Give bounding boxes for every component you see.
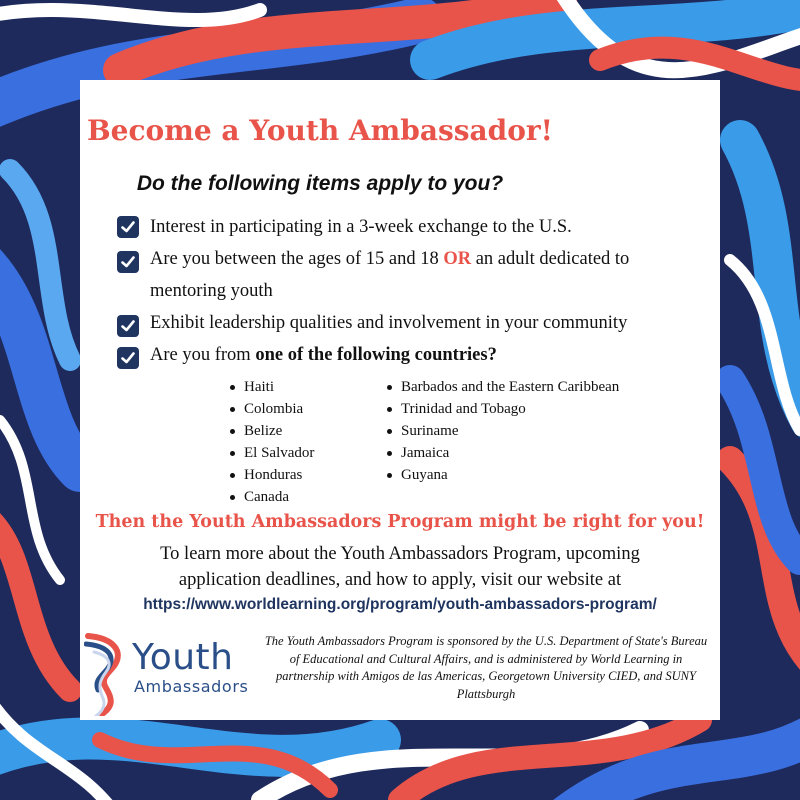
subtitle: Do the following items apply to you? (136, 172, 504, 195)
or-highlight: OR (443, 249, 472, 269)
countries-emphasis: one of the following countries? (255, 345, 497, 365)
checklist-item-countries (150, 339, 710, 371)
checklist-item-age (150, 243, 710, 307)
country-list-right (387, 376, 619, 486)
list-item: El Salvador (230, 442, 314, 464)
learn-more-text: To learn more about the Youth Ambassadors Program, upcoming application deadlines, and how to apply, visit our website at (160, 544, 640, 590)
list-item: Guyana (387, 464, 619, 486)
logo-wordmark-ambassadors: Ambassadors (134, 677, 249, 696)
list-item: Barbados and the Eastern Caribbean (387, 376, 619, 398)
list-item: Haiti (230, 376, 314, 398)
country-list-left (230, 376, 314, 508)
call-to-action-heading: Then the Youth Ambassadors Program might be right for you! (95, 512, 705, 532)
list-item: Canada (230, 486, 314, 508)
list-item: Trinidad and Tobago (387, 398, 619, 420)
checkbox-checked-icon (117, 347, 139, 369)
logo-swoosh-icon (84, 632, 132, 716)
checklist-item-age-text: Are you between the ages of 15 and 18 (150, 249, 444, 269)
list-item: Honduras (230, 464, 314, 486)
website-link[interactable]: https://www.worldlearning.org/program/youth-ambassadors-program/ (143, 596, 657, 613)
checklist-item-age-text-end: an adult dedicated to (471, 249, 630, 269)
checkbox-checked-icon (117, 315, 139, 337)
checklist-item-countries-text: Are you from (150, 345, 256, 365)
checklist-item-age-line2: mentoring youth (150, 281, 273, 301)
checkbox-checked-icon (117, 216, 139, 238)
checklist-item-exchange: Interest in participating in a 3-week exchange to the U.S. (150, 217, 572, 237)
list-item: Jamaica (387, 442, 619, 464)
list-item: Belize (230, 420, 314, 442)
checkbox-checked-icon (117, 251, 139, 273)
checklist-item-leadership: Exhibit leadership qualities and involvement in your community (150, 313, 628, 333)
list-item: Suriname (387, 420, 619, 442)
page-title: Become a Youth Ambassador! (87, 114, 553, 147)
sponsor-statement: The Youth Ambassadors Program is sponsored by the U.S. Department of State's Bureau of Educational and Cultural Affairs, and is administered by World Learning in partnership with Amigos de las Americas, Georgetown University CIED, and SUNY Plattsburgh (264, 634, 708, 701)
list-item: Colombia (230, 398, 314, 420)
logo-wordmark-youth: Youth (132, 637, 234, 678)
